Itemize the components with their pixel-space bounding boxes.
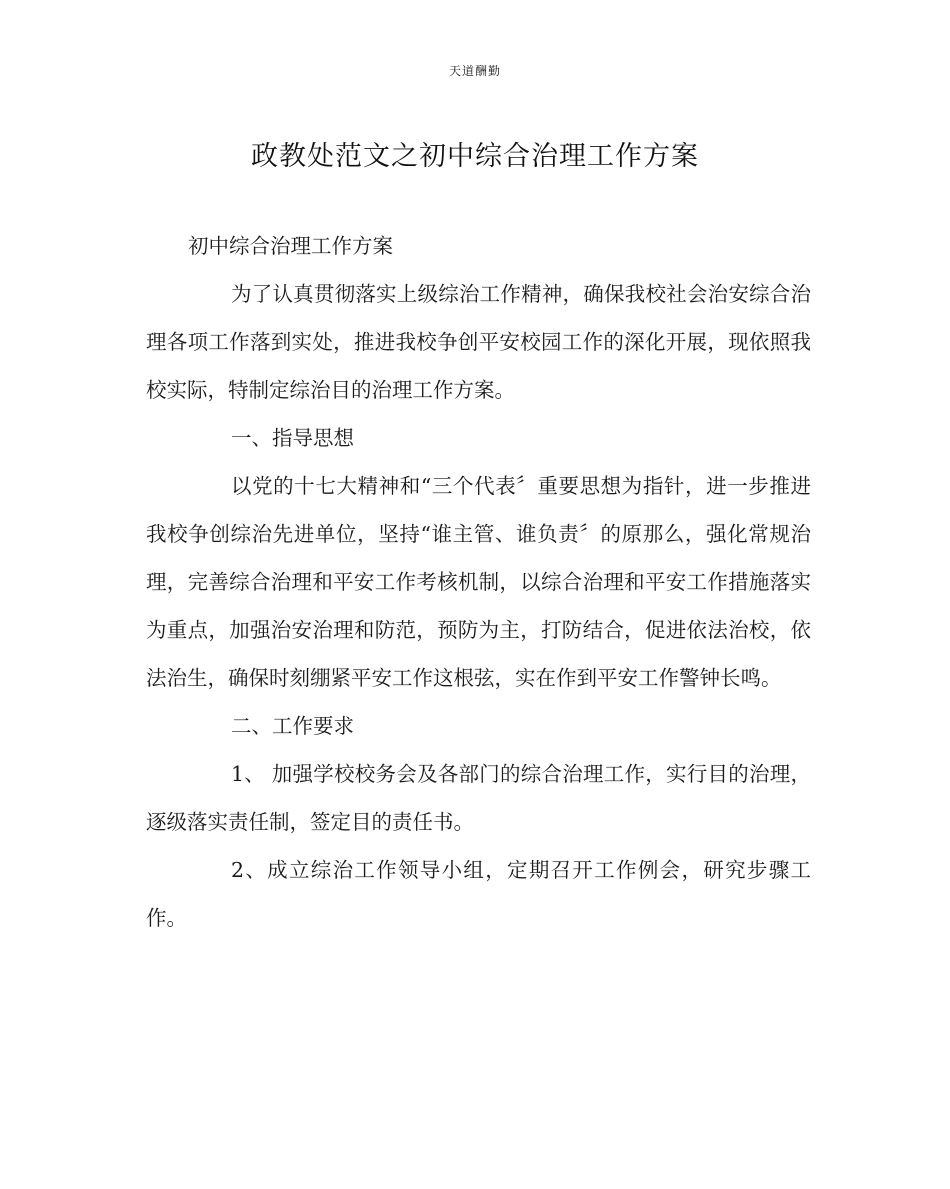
- section-heading-guiding-ideology: 一、指导思想: [231, 426, 354, 450]
- requirement-item-1: 1、 加强学校校务会及各部门的综合治理工作，实行目的治理， 逐级落实责任制，签定目的责任书。: [146, 762, 811, 834]
- document-body: [146, 222, 811, 942]
- document-title: 政教处范文之初中综合治理工作方案: [251, 141, 699, 172]
- requirement-item-2: 2、成立综治工作领导小组，定期召开工作例会，研究步骤工作。: [146, 858, 811, 930]
- intro-paragraph: 为了认真贯彻落实上级综治工作精神，确保我校社会治安综合治理各项工作落到实处，推进我校争创平安校园工作的深化开展，现依照我校实际，特制定综治目的治理工作方案。: [146, 282, 811, 402]
- guiding-ideology-paragraph: 以党的十七大精神和“三个代表〞重要思想为指针，进一步推进我校争创综治先进单位，坚持“谁主管、谁负责〞的原那么，强化常规治理，完善综合治理和平安工作考核机制，以综合治理和平安工作措施落实为重点，加强治安治理和防范，预防为主，打防结合，促进依法治校，依法治生，确保时刻绷紧平安工作这根弦，实在作到平安工作警钟长鸣。: [146, 474, 811, 690]
- section-heading-work-requirements: 二、工作要求: [231, 714, 354, 738]
- page-header: 天道酬勤: [448, 64, 501, 78]
- document-subtitle: 初中综合治理工作方案: [188, 234, 393, 258]
